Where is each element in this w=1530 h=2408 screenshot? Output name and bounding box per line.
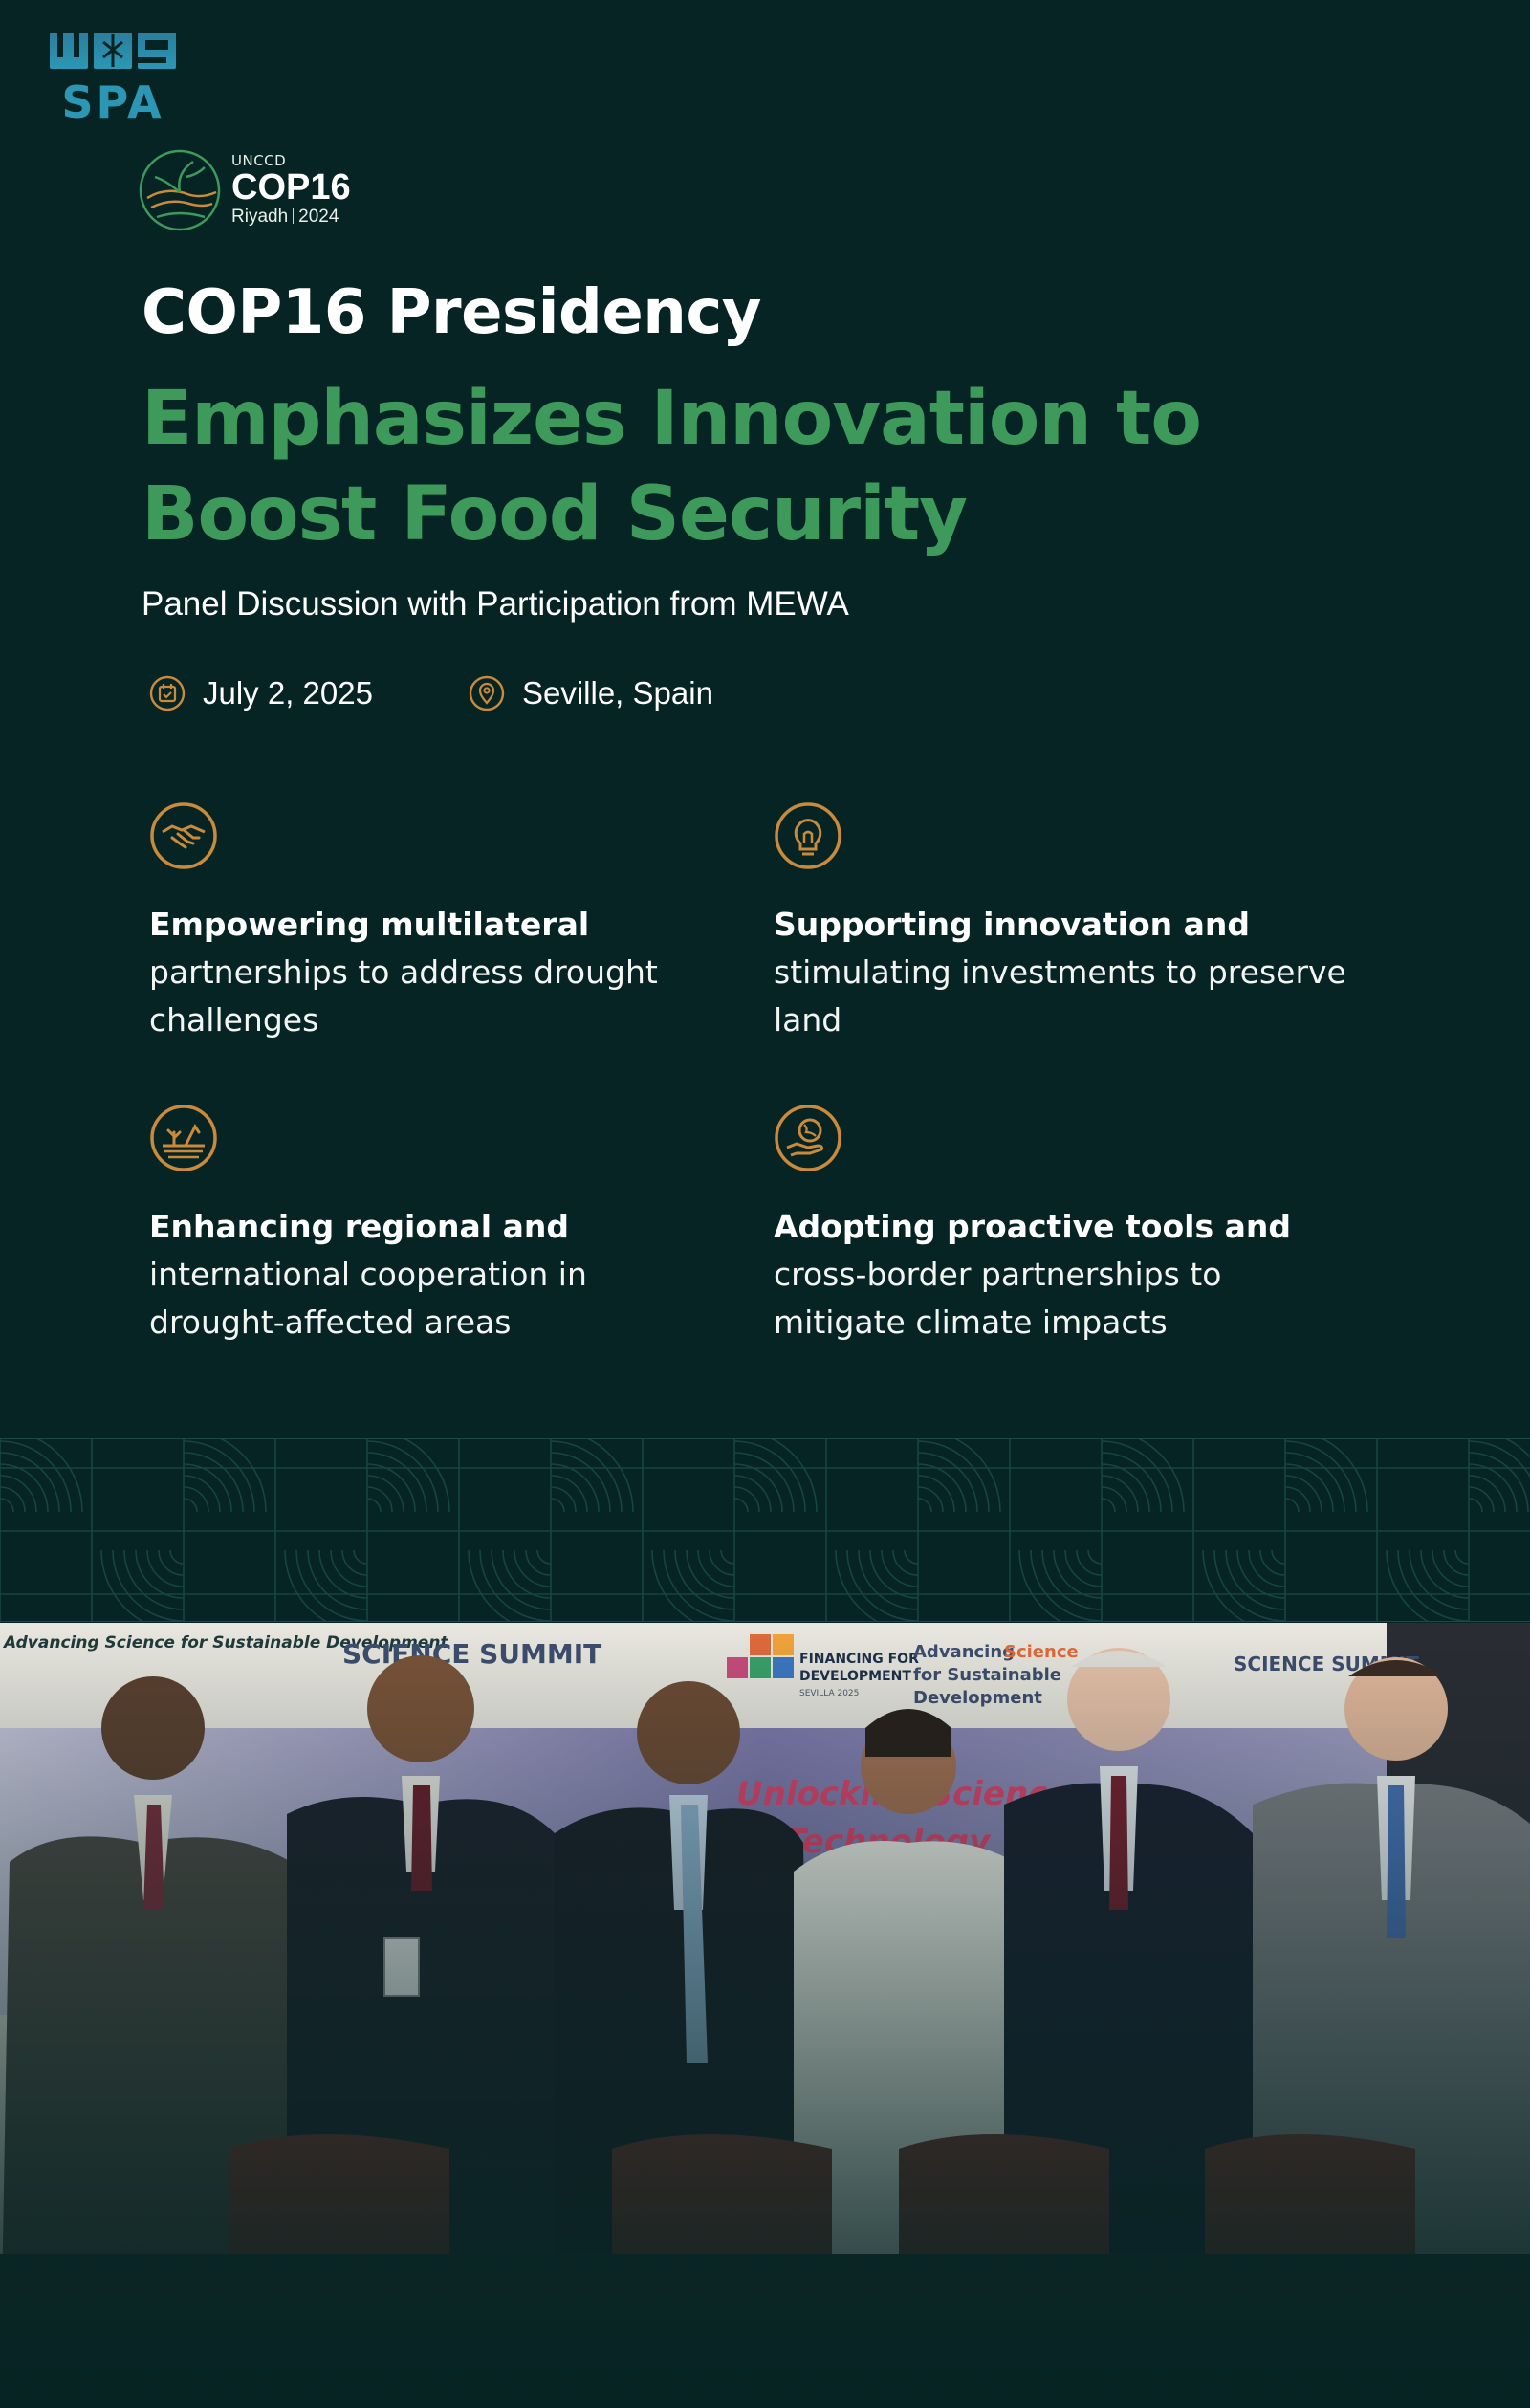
earth-in-hand-icon [774,1104,842,1172]
feature-bold: Adopting proactive tools and [774,1208,1291,1245]
feature-rest: stimulating investments to preserve land [774,953,1346,1039]
panel-group-photo [0,1623,1530,2408]
decorative-pattern-band [0,1438,1530,1622]
cop16-title: COP16 [231,166,351,208]
feature-rest: international cooperation in drought-affected areas [149,1256,587,1341]
cop16-city: Riyadh [231,206,289,227]
event-meta [149,669,713,717]
feature-proactive-tools [774,1104,1347,1346]
headline-line-2: Emphasizes Innovation to Boost Food Security [142,376,1201,558]
cop16-unccd-label: UNCCD [231,152,287,170]
lightbulb-icon [774,801,842,870]
headline-line-1: COP16 Presidency [142,277,761,348]
feature-text [149,901,723,1044]
cop16-logo [138,147,351,233]
subtitle: Panel Discussion with Participation from MEWA [142,585,849,623]
arc-pattern-icon [0,1439,1530,1622]
handshake-icon [149,801,218,870]
calendar-icon [149,675,186,711]
spa-logo-text: SPA [61,77,164,120]
feature-bold: Enhancing regional and [149,1208,569,1245]
feature-bold: Supporting innovation and [774,906,1251,943]
dry-land-icon [149,1104,218,1172]
event-date-text: July 2, 2025 [203,675,373,711]
group-photo-image [0,1623,1530,2408]
cop16-subtitle [231,208,351,227]
event-location [469,675,713,711]
feature-rest: cross-border partnerships to mitigate climate impacts [774,1256,1222,1341]
feature-rest: partnerships to address drought challenges [149,953,658,1039]
cop16-year: 2024 [298,206,339,227]
feature-multilateral-partnerships [149,801,723,1044]
cop16-emblem-icon [138,148,222,232]
event-date [149,675,373,711]
spa-logo [48,29,178,120]
feature-bold: Empowering multilateral [149,906,590,943]
feature-supporting-innovation [774,801,1347,1044]
feature-regional-cooperation [149,1104,723,1346]
location-pin-icon [469,675,505,711]
feature-text [774,901,1347,1044]
feature-text [149,1203,723,1346]
event-location-text: Seville, Spain [521,675,713,711]
feature-text [774,1203,1347,1346]
